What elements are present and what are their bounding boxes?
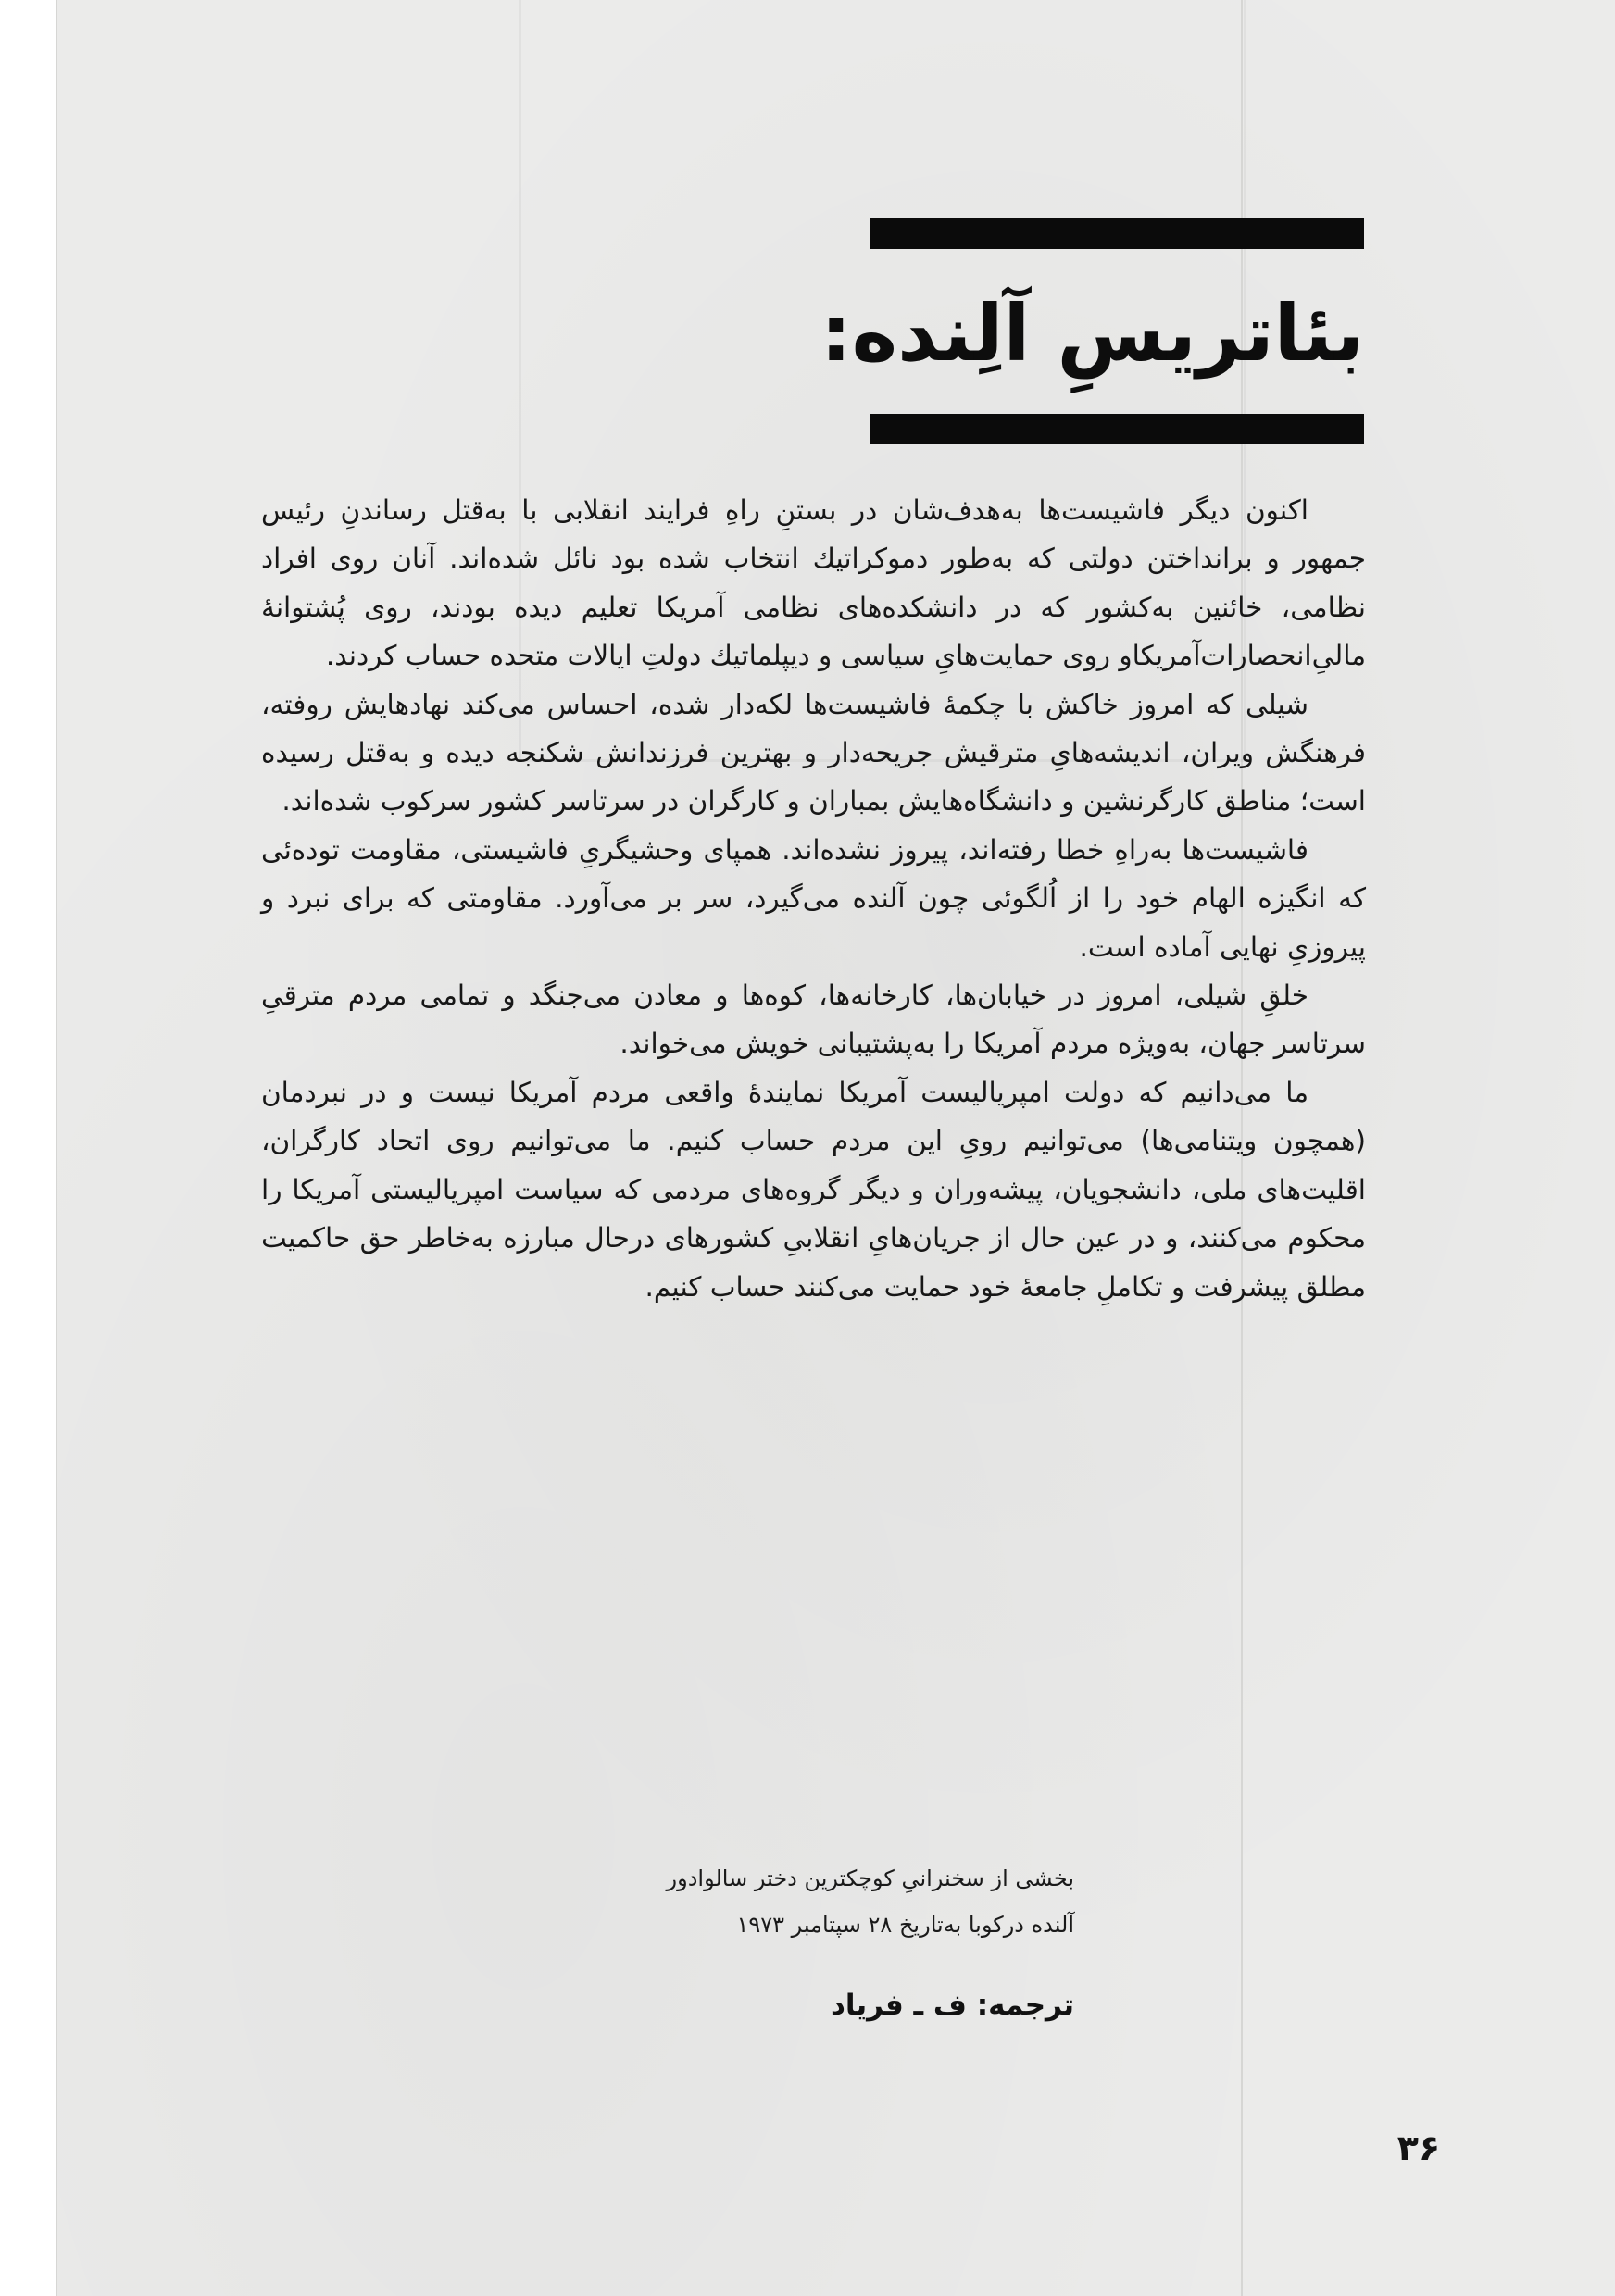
title-rule-bottom [870, 414, 1364, 444]
paragraph: شیلی که امروز خاکش با چکمهٔ فاشیست‌ها لکه‌دار شده، احساس می‌کند نهادهایش روفته، فرهنگش ویران، اندیشه‌هایِ مترقیش جریحه‌دار و بهترین فرزندانش شکنجه دیده و به‌قتل رسیده است؛ مناطق کارگرنشین و دانشگاه‌هایش بمباران و کارگران در سرتاسر کشور سرکوب شده‌اند. [261, 688, 1366, 817]
paragraph: فاشیست‌ها به‌راهِ خطا رفته‌اند، پیروز نشده‌اند. همپای وحشیگریِ فاشیستی، مقاومت توده‌ئی که انگیزه الهام خود را از اُلگوئی چون آلنده می‌گیرد، سر بر می‌آورد. مقاومتی که برای نبرد و پیروزیِ نهایی آماده است. [261, 833, 1366, 963]
article-body [261, 486, 1366, 1311]
translator-credit: ترجمه: ف ـ فریاد [830, 1989, 1074, 2022]
paragraph: خلقِ شیلی، امروز در خیابان‌ها، کارخانه‌ها، کوه‌ها و معادن می‌جنگد و تمامی مردم مترقیِ سرتاسر جهان، به‌ویژه مردم آمریکا را به‌پشتیبانی خویش می‌خواند. [261, 980, 1366, 1060]
source-line: آلنده درکوبا به‌تاریخ ۲۸ سپتامبر ۱۹۷۳ [736, 1912, 1074, 1938]
page-number: ۳۶ [1396, 2128, 1441, 2168]
title-rule-top [870, 218, 1364, 249]
source-note [519, 1855, 1074, 1948]
source-line: بخشی از سخنرانیِ کوچکترین دختر سالوادور [666, 1866, 1074, 1891]
article-title: بئاتریسِ آلِنده: [820, 288, 1364, 379]
page-edge-left [56, 0, 57, 2296]
paragraph: اکنون دیگر فاشیست‌ها به‌هدف‌شان در بستنِ راهِ فرایند انقلابی با به‌قتل رساندنِ رئیس جمهور و برانداختن دولتی که به‌طور دموکراتیك انتخاب شده بود نائل شده‌اند. آنان روی افراد نظامی، خائنین به‌کشور که در دانشکده‌های نظامی آمریکا تعلیم دیده بودند، روی پُشتوانهٔ مالیِ‌انحصارات‌آمریکاو روی حمایت‌هایِ سیاسی و دیپلماتیك دولتِ ایالات متحده حساب کردند. [261, 494, 1366, 672]
paragraph: ما می‌دانیم که دولت امپریالیست آمریکا نمایندهٔ واقعی مردم آمریکا نیست و در نبردمان (همچون ویتنامی‌ها) می‌توانیم رویِ این مردم حساب کنیم. ما می‌توانیم روی اتحاد کارگران، اقلیت‌های ملی، دانشجویان، پیشه‌وران و دیگر گروه‌های مردمی که سیاست امپریالیستی آمریکا را محکوم می‌کنند، و در عین حال از جریان‌هایِ انقلابیِ کشورهای درحال مبارزه به‌خاطر حق حاکمیت مطلق پیشرفت و تکاملِ جامعهٔ خود حمایت می‌کنند حساب کنیم. [261, 1076, 1366, 1303]
